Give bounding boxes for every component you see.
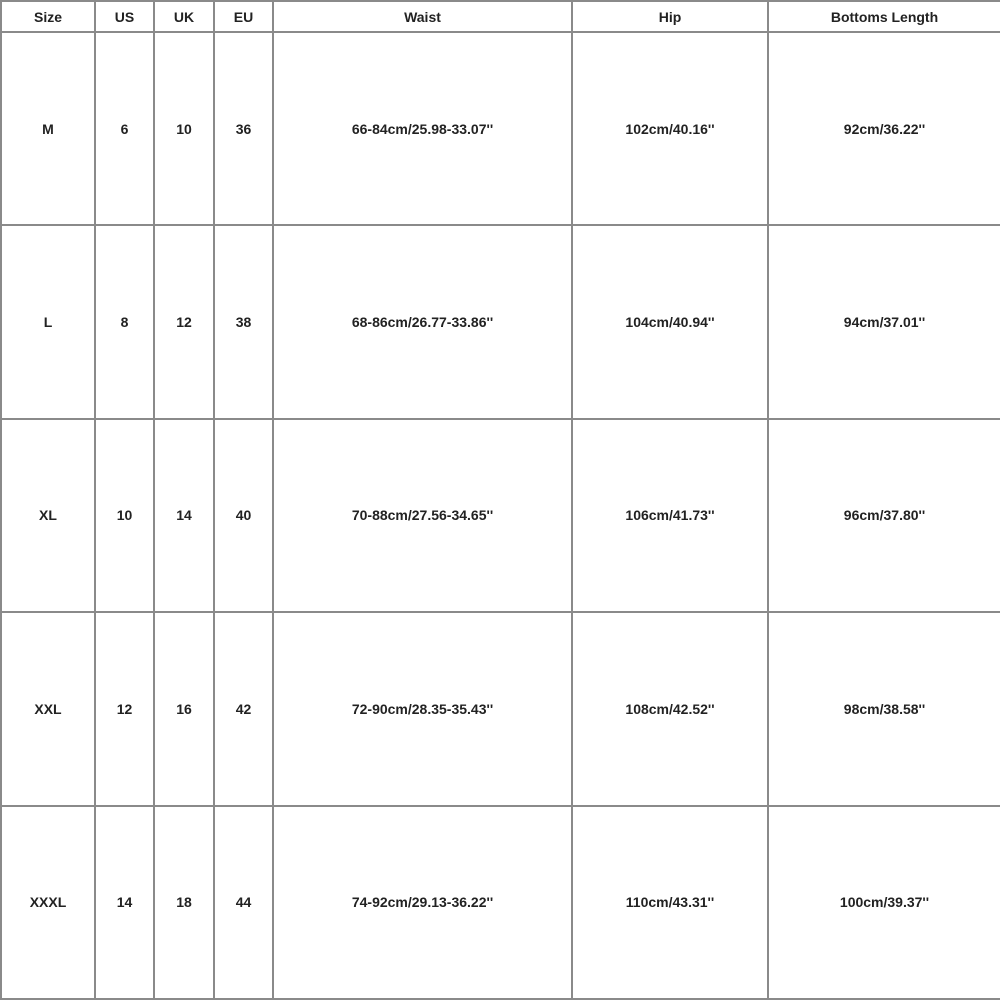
header-hip: Hip [572,1,768,32]
table-header [1,1,1000,32]
cell-hip: 106cm/41.73'' [572,419,768,612]
header-bottoms-length: Bottoms Length [768,1,1000,32]
table-body [1,32,1000,999]
cell-uk: 18 [154,806,214,999]
cell-hip: 104cm/40.94'' [572,225,768,418]
cell-hip: 110cm/43.31'' [572,806,768,999]
cell-uk: 10 [154,32,214,225]
cell-waist: 70-88cm/27.56-34.65'' [273,419,572,612]
cell-bottoms-length: 94cm/37.01'' [768,225,1000,418]
cell-eu: 38 [214,225,273,418]
cell-waist: 72-90cm/28.35-35.43'' [273,612,572,805]
cell-size: XXL [1,612,95,805]
table-row [1,32,1000,225]
cell-eu: 36 [214,32,273,225]
cell-hip: 102cm/40.16'' [572,32,768,225]
cell-eu: 44 [214,806,273,999]
table-row [1,612,1000,805]
cell-bottoms-length: 96cm/37.80'' [768,419,1000,612]
cell-eu: 42 [214,612,273,805]
cell-us: 6 [95,32,154,225]
cell-us: 8 [95,225,154,418]
cell-size: XL [1,419,95,612]
cell-waist: 66-84cm/25.98-33.07'' [273,32,572,225]
cell-size: XXXL [1,806,95,999]
cell-bottoms-length: 100cm/39.37'' [768,806,1000,999]
cell-size: L [1,225,95,418]
cell-uk: 12 [154,225,214,418]
table-row [1,806,1000,999]
cell-us: 10 [95,419,154,612]
cell-waist: 74-92cm/29.13-36.22'' [273,806,572,999]
header-us: US [95,1,154,32]
table-row [1,225,1000,418]
header-waist: Waist [273,1,572,32]
cell-us: 14 [95,806,154,999]
table-row [1,419,1000,612]
cell-eu: 40 [214,419,273,612]
header-uk: UK [154,1,214,32]
cell-uk: 16 [154,612,214,805]
cell-uk: 14 [154,419,214,612]
header-row [1,1,1000,32]
cell-hip: 108cm/42.52'' [572,612,768,805]
cell-bottoms-length: 92cm/36.22'' [768,32,1000,225]
cell-waist: 68-86cm/26.77-33.86'' [273,225,572,418]
header-eu: EU [214,1,273,32]
cell-us: 12 [95,612,154,805]
cell-size: M [1,32,95,225]
header-size: Size [1,1,95,32]
cell-bottoms-length: 98cm/38.58'' [768,612,1000,805]
